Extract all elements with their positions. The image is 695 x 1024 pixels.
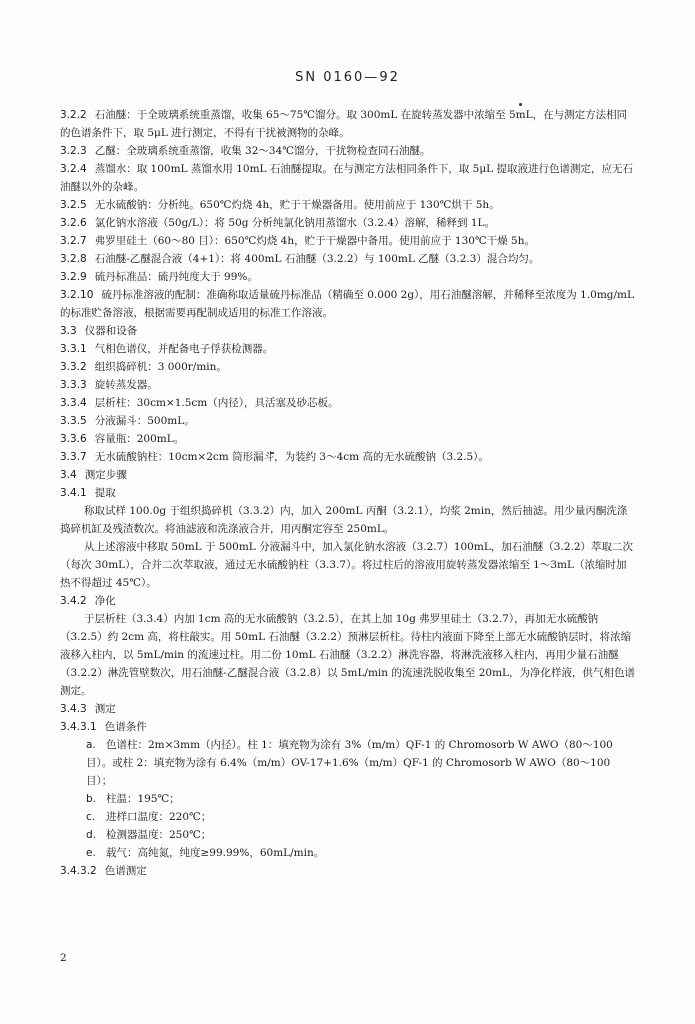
cleanup-paragraph: 于层析柱（3.3.4）内加 1cm 高的无水硫酸钠（3.2.5），在其上加 10g 弗罗里硅土（3.2.7），再加无水硫酸钠（3.2.5）约 2cm 高，将柱敲实。用 50mL 石油醚（3.2.2）预淋层析柱。待柱内液面下降至上部无水硫酸钠层时，将浓缩液移入柱内，以 5mL/min 的流速过柱。用二份 10mL 石油醚（3.2.2）淋洗容器，将淋洗液移入柱内，再用少量石油醚（3.2.2）淋洗管壁数次，用石油醚-乙醚混合液（3.2.8）以 5mL/min 的流速洗脱收集至 20mL，为净化样液，供气相色谱测定。 — [60, 613, 636, 697]
clause: 3.2.8 石油醚-乙醚混合液（4+1）：将 400mL 石油醚（3.2.2）与 100mL 乙醚（3.2.3）混合均匀。 — [60, 253, 540, 265]
clause: 3.2.7 弗罗里硅土（60～80 目）：650℃灼烧 4h，贮于干燥器中备用。使用前应于 130℃干燥 5h。 — [60, 235, 535, 247]
clause: 3.3.5 分液漏斗：500mL。 — [60, 415, 195, 427]
condition-item: a. 色谱柱：2m×3mm（内径）。柱 1：填充物为涂有 3%（m/m）QF-1 的 Chromosorb W AWO（80～100 目）。或柱 2：填充物为涂有 6.4%（m/m）OV-17+1.6%（m/m）QF-1 的 Chromosorb W AWO（80～100 目）； — [86, 739, 613, 787]
subsection-heading: 3.4.2 净化 — [60, 595, 116, 607]
clause: 3.2.3 乙醚：全玻璃系统重蒸馏，收集 32～34℃馏分，干扰物检查同石油醚。 — [60, 145, 431, 157]
page-number: 2 — [60, 952, 67, 964]
clause: 3.3.3 旋转蒸发器。 — [60, 379, 158, 391]
clause: 3.3.1 气相色谱仪，并配备电子俘获检测器。 — [60, 343, 274, 355]
section-heading: 3.3 仪器和设备 — [60, 325, 138, 337]
clause: 3.2.4 蒸馏水：取 100mL 蒸馏水用 10mL 石油醚提取。在与测定方法相同条件下，取 5μL 提取液进行色谱测定，应无石油醚以外的杂峰。 — [60, 163, 633, 193]
standard-header: SN 0160—92 — [295, 70, 400, 85]
extraction-paragraph: 从上述溶液中移取 50mL 于 500mL 分液漏斗中，加入氯化钠水溶液（3.2.7）100mL，加石油醚（3.2.2）萃取二次（每次 30mL），合并二次萃取液，通过无水硫酸钠柱（3.3.7）。将过柱后的溶液用旋转蒸发器浓缩至 1～3mL（浓缩时加热不得超过 45℃）。 — [60, 541, 634, 589]
subsection-heading: 3.4.3.2 色谱测定 — [60, 865, 147, 877]
clause: 3.3.6 容量瓶：200mL。 — [60, 433, 185, 445]
condition-item: d. 检测器温度：250℃； — [86, 829, 212, 841]
clause: 3.2.6 氯化钠水溶液（50g/L）：将 50g 分析纯氯化钠用蒸馏水（3.2.4）溶解，稀释到 1L。 — [60, 217, 496, 229]
clause: 3.2.9 硫丹标准品：硫丹纯度大于 99%。 — [60, 271, 258, 283]
extraction-paragraph: 称取试样 100.0g 于组织捣碎机（3.3.2）内，加入 200mL 丙酮（3.2.1），均浆 2min，然后抽滤。用少量丙酮洗涤捣碎机缸及残渣数次。将油滤液和洗涤液合并，用丙酮定容至 250mL。 — [60, 505, 628, 535]
clause: 3.3.4 层析柱：30cm×1.5cm（内径），具活塞及砂芯板。 — [60, 397, 339, 409]
clause: 3.2.2 石油醚：于全玻璃系统重蒸馏，收集 65～75℃馏分。取 300mL 在旋转蒸发器中浓缩至 5mL，在与测定方法相同的色谱条件下，取 5μL 进行测定，不得有干扰被测物的杂峰。 — [60, 109, 628, 139]
subsection-heading: 3.4.3.1 色谱条件 — [60, 721, 147, 733]
condition-item: c. 进样口温度：220℃； — [86, 811, 212, 823]
clause: 3.3.7 无水硫酸钠柱：10cm×2cm 筒形漏斗，为装约 3～4cm 高的无水硫酸钠（3.2.5）。 — [60, 451, 489, 463]
condition-item: b. 柱温：195℃； — [86, 793, 180, 805]
clause: 3.3.2 组织捣碎机：3 000r/min。 — [60, 361, 227, 373]
clause: 3.2.5 无水硫酸钠：分析纯。650℃灼烧 4h，贮于干燥器备用。使用前应于 130℃烘干 5h。 — [60, 199, 500, 211]
document-body — [60, 106, 635, 880]
section-heading: 3.4 测定步骤 — [60, 469, 127, 481]
subsection-heading: 3.4.3 测定 — [60, 703, 116, 715]
subsection-heading: 3.4.1 提取 — [60, 487, 116, 499]
clause: 3.2.10 硫丹标准溶液的配制：准确称取适量硫丹标准品（精确至 0.000 2g），用石油醚溶解，并稀释至浓度为 1.0mg/mL 的标准贮备溶液，根据需要再配制成适用的标准工作溶液。 — [60, 289, 634, 319]
condition-item: e. 载气：高纯氮，纯度≥99.99%，60mL/min。 — [86, 847, 325, 859]
